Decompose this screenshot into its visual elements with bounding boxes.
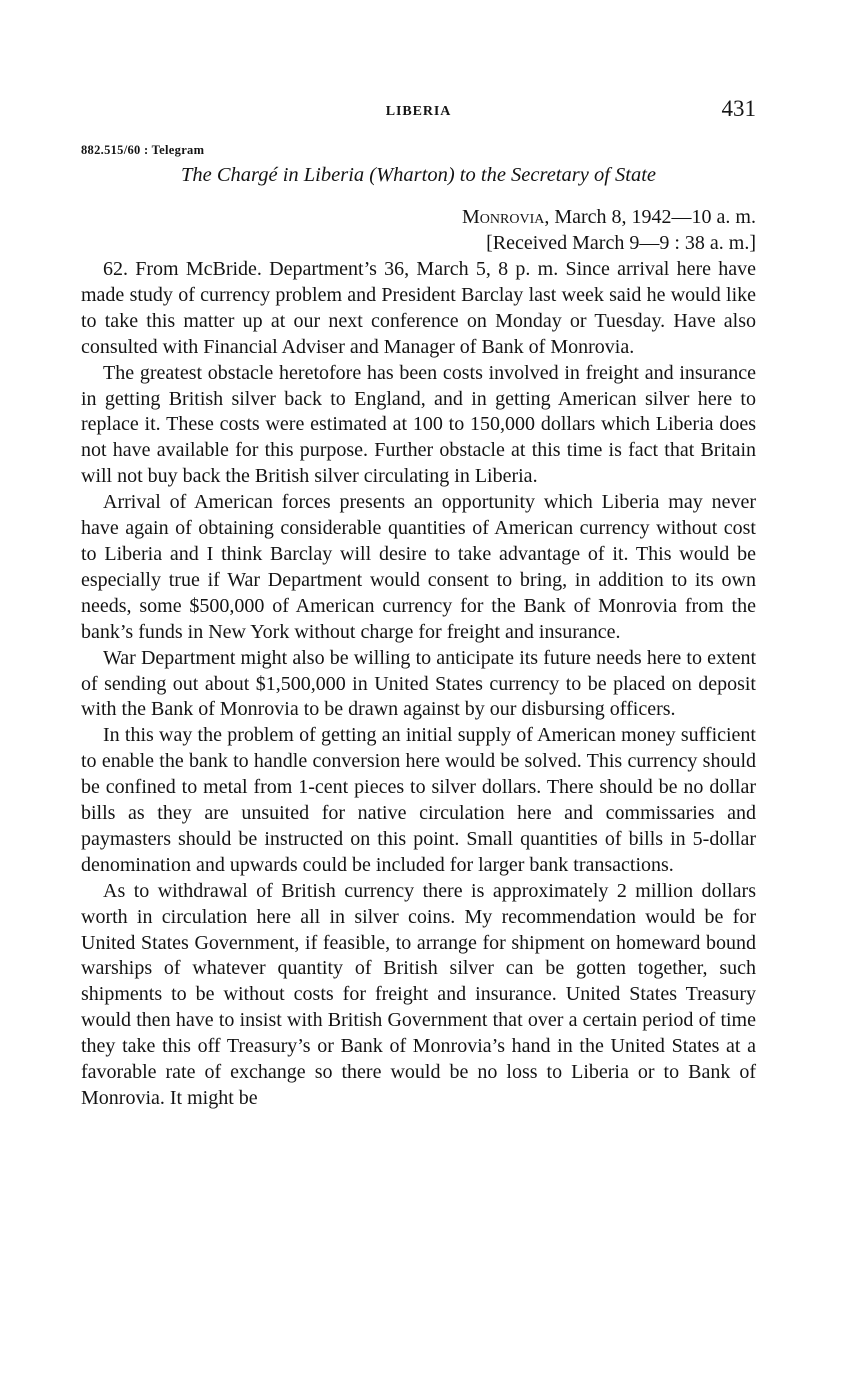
paragraph-1: 62. From McBride. Department’s 36, March 5, 8 p. m. Since arrival here have made study of currency problem and President Barclay last week said he would like to take this matter up at our next conference on Monday or Tuesday. Have also consulted with Financial Adviser and Manager of Bank of Monrovia. [81, 258, 756, 358]
dateline-received: [Received March 9—9 : 38 a. m.] [486, 232, 756, 254]
paragraph-5: In this way the problem of getting an initial supply of American money sufficient to enable the bank to handle conversion here would be solved. This currency should be confined to metal from 1-cent pieces to silver dollars. There should be no dollar bills as they are unsuited for native circulation here and commissaries and paymasters should be instructed on this point. Small quantities of bills in 5-dollar denomination and upwards could be included for larger bank transactions. [81, 724, 756, 876]
paragraph-3: Arrival of American forces presents an opportunity which Liberia may never have again of obtaining considerable quantities of American currency without cost to Liberia and I think Barclay will desire to take advantage of it. This would be especially true if War Department would consent to bring, in addition to its own needs, some $500,000 of American currency for the Bank of Monrovia from the bank’s funds in New York without charge for freight and insurance. [81, 491, 756, 643]
paragraph-6: As to withdrawal of British currency there is approximately 2 million dollars worth in circulation here all in silver coins. My recommendation would be for United States Government, if feasible, to arrange for shipment on homeward bound warships of whatever quantity of British silver can be gotten together, such shipments to be without costs for freight and insurance. United States Treasury would then have to insist with British Government that over a certain period of time they take this off Treasury’s or Bank of Monrovia’s hand in the United States at a favorable rate of exchange so there would be no loss to Liberia or to Bank of Monrovia. It might be [81, 879, 756, 1109]
page-number: 431 [721, 96, 756, 121]
running-head [81, 96, 756, 130]
document-page [81, 96, 756, 1112]
telegram-body [81, 257, 756, 1112]
dateline-place-date [81, 204, 756, 230]
document-heading: The Chargé in Liberia (Wharton) to the Secretary of State [180, 164, 657, 186]
running-title: LIBERIA [385, 104, 452, 119]
file-reference: 882.515/60 : Telegram [81, 143, 205, 157]
paragraph-4: War Department might also be willing to anticipate its future needs here to extent of sending out about $1,500,000 in United States currency to be placed on deposit with the Bank of Monrovia to be drawn against by our disbursing officers. [81, 646, 756, 721]
dateline [81, 204, 756, 256]
dateline-date-time: , March 8, 1942—10 a. m. [544, 206, 756, 228]
paragraph-2: The greatest obstacle heretofore has been costs involved in freight and insurance in getting British silver back to England, and in getting American silver here to replace it. These costs were estimated at 100 to 150,000 dollars which Liberia does not have available for this purpose. Further obstacle at this time is fact that Britain will not buy back the British silver circulating in Liberia. [81, 361, 756, 488]
dateline-place: Monrovia [462, 206, 545, 228]
